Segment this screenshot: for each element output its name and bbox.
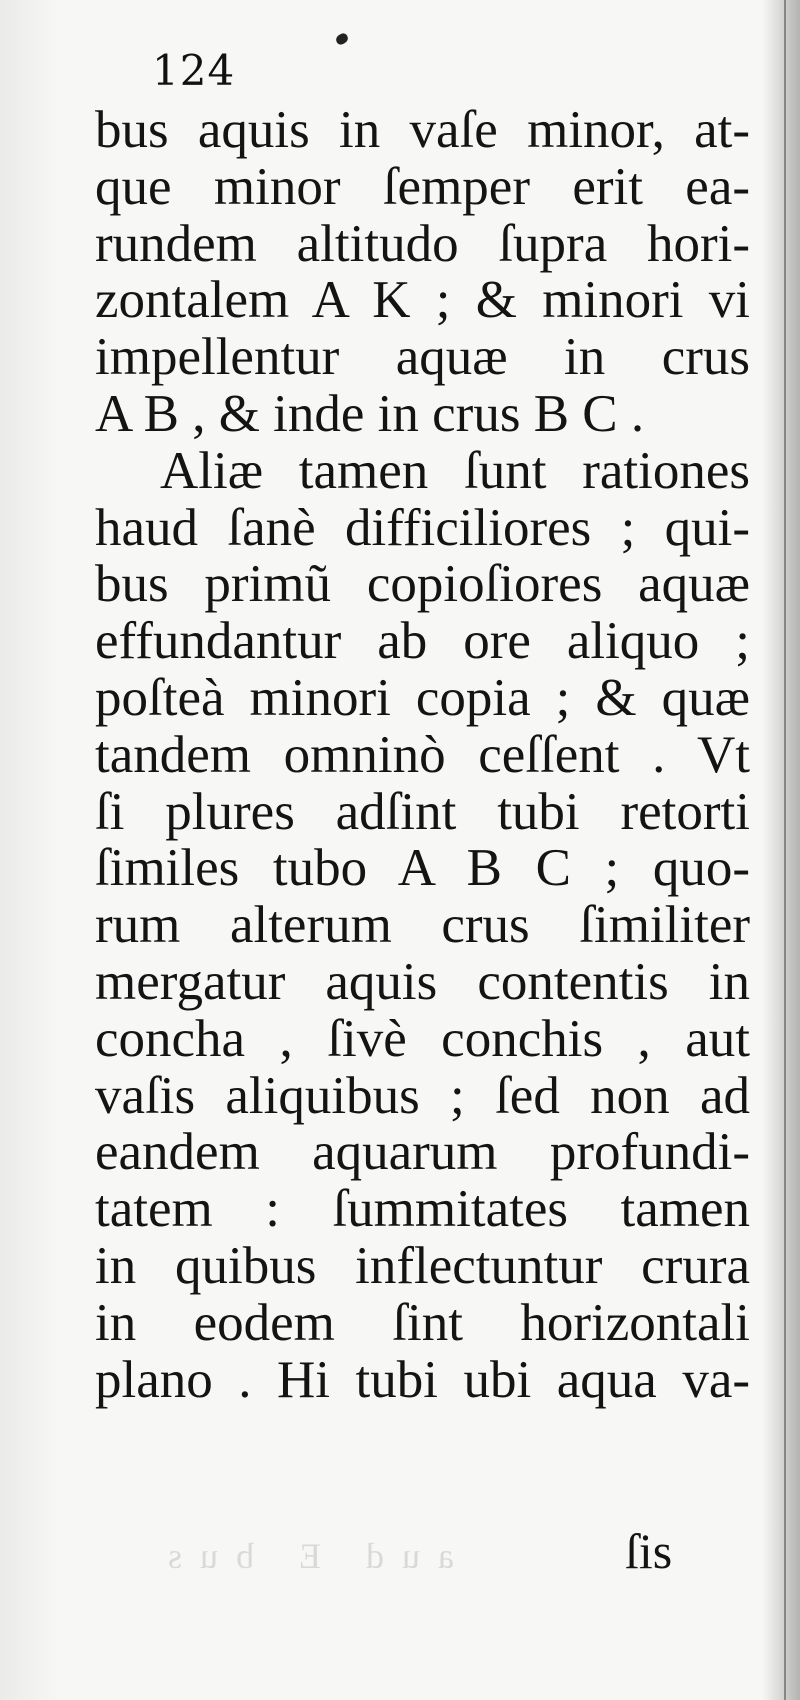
text-line: impellentur aquæ in crus: [95, 328, 750, 387]
page-edge: [784, 0, 786, 1700]
text-line: A B , & inde in crus B C .: [95, 384, 645, 443]
text-line: effundantur ab ore aliquo ;: [95, 612, 750, 671]
text-line: ſimiles tubo A B C ; quo-: [95, 839, 750, 898]
text-line: bus aquis in vaſe minor, at-: [95, 101, 750, 159]
text-line: rum alterum crus ſimiliter: [95, 896, 750, 955]
text-line: plano . Hi tubi ubi aqua va-: [95, 1350, 750, 1409]
text-line: tandem omninò ceſſent . Vt: [95, 725, 750, 784]
text-line: poſteà minori copia ; & quæ: [95, 668, 750, 727]
text-line: in eodem ſint horizontali: [95, 1293, 750, 1352]
text-line: vaſis aliquibus ; ſed non ad: [95, 1066, 750, 1125]
text-line: mergatur aquis contentis in: [95, 952, 750, 1011]
text-line: tatem : ſummitates tamen: [95, 1180, 750, 1239]
catchword: ſis: [625, 1523, 673, 1579]
text-line: eandem aquarum profundi-: [95, 1123, 750, 1182]
ink-speck: [334, 32, 349, 46]
body-text: [95, 102, 755, 1408]
text-line: que minor ſemper erit ea-: [95, 157, 750, 216]
gutter-shadow: [762, 0, 800, 1700]
bleed-through-text: aud E bus: [150, 1536, 454, 1576]
paragraph-start-line: Aliæ tamen ſunt rationes: [160, 441, 750, 500]
page-shading: [0, 0, 60, 1700]
text-line: in quibus inflectuntur crura: [95, 1236, 750, 1295]
text-line: concha , ſivè conchis , aut: [95, 1009, 750, 1068]
text-line: haud ſanè difficiliores ; qui-: [95, 498, 750, 557]
page-number: 124: [152, 46, 236, 95]
text-line: ſi plures adſint tubi retorti: [95, 782, 750, 841]
text-line: bus primũ copioſiores aquæ: [95, 555, 750, 614]
text-line: rundem altitudo ſupra hori-: [95, 214, 750, 273]
text-line: zontalem A K ; & minori vi: [95, 271, 750, 330]
